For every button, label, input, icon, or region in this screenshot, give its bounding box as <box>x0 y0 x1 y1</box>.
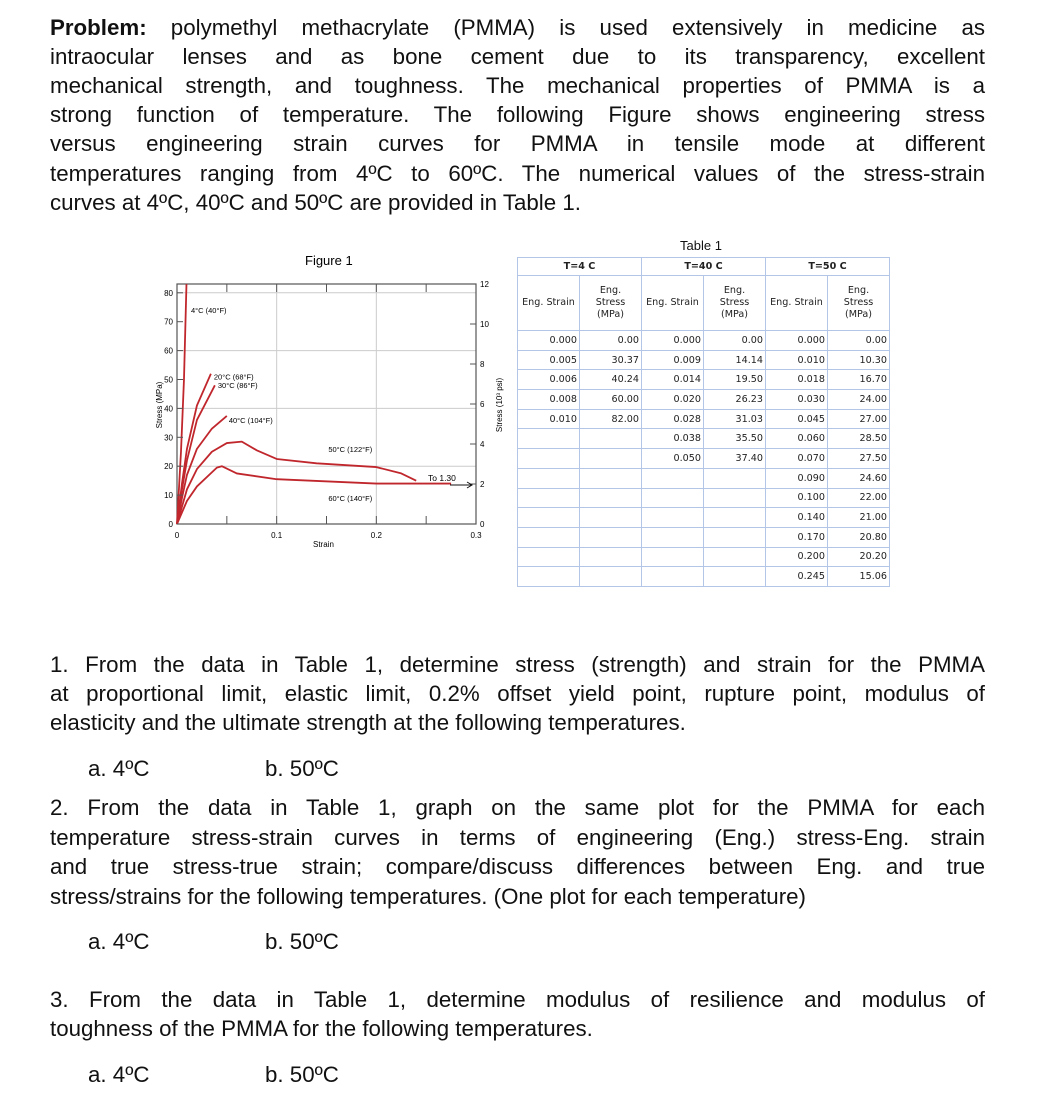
curve-label: 50°C (122°F) <box>328 444 373 454</box>
y-left-tick-label: 10 <box>164 491 173 501</box>
curve-label: 4°C (40°F) <box>190 306 227 316</box>
table-cell <box>642 567 704 587</box>
x-tick-label: 0 <box>174 531 180 540</box>
table-cell: 27.00 <box>828 409 890 429</box>
table-cell <box>642 547 704 567</box>
question-2-line: 2. From the data in Table 1, graph on the same plot for the PMMA for each <box>50 795 985 820</box>
y-left-tick-label: 0 <box>168 520 173 529</box>
table-cell: 20.20 <box>828 547 890 567</box>
question-2-option-b: b. 50ºC <box>265 929 339 954</box>
table-cell <box>518 547 580 567</box>
table-cell: 31.03 <box>704 409 766 429</box>
y-axis-left-label: Stress (MPa) <box>155 381 164 429</box>
table-cell: 0.00 <box>828 331 890 351</box>
table-cell: 0.00 <box>704 331 766 351</box>
table-cell: 82.00 <box>580 409 642 429</box>
y-right-tick-label: 10 <box>480 320 489 329</box>
table-cell: 22.00 <box>828 488 890 508</box>
table-cell <box>518 527 580 547</box>
y-right-tick-label: 12 <box>480 280 489 289</box>
col-header-stress: Eng. Stress (MPa) <box>704 276 766 331</box>
table-cell: 20.80 <box>828 527 890 547</box>
table-cell: 0.245 <box>766 567 828 587</box>
question-2-line: temperature stress-strain curves in terms of engineering (Eng.) stress-Eng. strain <box>50 825 985 850</box>
table-cell: 10.30 <box>828 350 890 370</box>
table-cell: 0.100 <box>766 488 828 508</box>
y-axis-right-label: Stress (10³ psi) <box>495 377 504 433</box>
table-cell: 0.090 <box>766 468 828 488</box>
question-1-line: elasticity and the ultimate strength at the following temperatures. <box>50 710 686 735</box>
x-tick-label: 0.1 <box>271 531 283 540</box>
table-cell: 0.028 <box>642 409 704 429</box>
question-3-option-a: a. 4ºC <box>88 1062 150 1087</box>
table-cell: 15.06 <box>828 567 890 587</box>
table-row <box>518 331 890 351</box>
intro-line: curves at 4ºC, 40ºC and 50ºC are provided in Table 1. <box>50 190 581 215</box>
table-row <box>518 527 890 547</box>
table-cell: 0.030 <box>766 390 828 410</box>
table-cell: 60.00 <box>580 390 642 410</box>
table-cell <box>580 547 642 567</box>
table-cell: 0.038 <box>642 429 704 449</box>
table-row <box>518 409 890 429</box>
table-cell: 0.005 <box>518 350 580 370</box>
figure-1-stress-strain-plot <box>150 240 510 560</box>
curve-60c <box>177 466 451 524</box>
table-cell <box>704 508 766 528</box>
y-right-tick-label: 6 <box>480 400 485 409</box>
table-cell: 24.00 <box>828 390 890 410</box>
col-header-strain: Eng. Strain <box>766 276 828 331</box>
table-1 <box>517 257 890 587</box>
table-cell <box>704 527 766 547</box>
intro-line: temperatures ranging from 4ºC to 60ºC. The numerical values of the stress-strain <box>50 161 985 186</box>
x-tick-label: 0.2 <box>370 531 382 540</box>
y-left-tick-label: 20 <box>164 462 173 472</box>
plot-frame <box>177 284 476 524</box>
table-cell: 0.200 <box>766 547 828 567</box>
table-cell: 30.37 <box>580 350 642 370</box>
table-cell: 0.070 <box>766 449 828 469</box>
table-cell <box>642 508 704 528</box>
y-right-tick-label: 4 <box>480 440 485 449</box>
table-cell: 0.010 <box>518 409 580 429</box>
table-cell: 0.000 <box>766 331 828 351</box>
table-row <box>518 429 890 449</box>
table-row <box>518 370 890 390</box>
question-2-option-a: a. 4ºC <box>88 929 150 954</box>
table-cell: 37.40 <box>704 449 766 469</box>
table-row <box>518 350 890 370</box>
table-cell <box>580 449 642 469</box>
table-cell: 21.00 <box>828 508 890 528</box>
intro-line: mechanical strength, and toughness. The mechanical properties of PMMA is a <box>50 73 985 98</box>
table-cell <box>580 468 642 488</box>
y-right-tick-label: 2 <box>480 480 485 489</box>
col-header-stress: Eng. Stress (MPa) <box>828 276 890 331</box>
table-cell <box>518 468 580 488</box>
table-cell: 0.000 <box>642 331 704 351</box>
intro-line: intraocular lenses and as bone cement due to its transparency, excellent <box>50 44 985 69</box>
table-cell: 0.010 <box>766 350 828 370</box>
group-header: T=40 C <box>642 258 766 276</box>
question-2-line: and true stress-true strain; compare/discuss differences between Eng. and true <box>50 854 985 879</box>
col-header-stress: Eng. Stress (MPa) <box>580 276 642 331</box>
table-cell: 0.008 <box>518 390 580 410</box>
x-tick-label: 0.3 <box>470 531 482 540</box>
table-cell: 0.170 <box>766 527 828 547</box>
table-cell: 0.140 <box>766 508 828 528</box>
y-left-tick-label: 50 <box>164 375 173 385</box>
question-3-line: toughness of the PMMA for the following temperatures. <box>50 1016 593 1041</box>
table-cell <box>580 429 642 449</box>
table-cell <box>642 527 704 547</box>
table-cell: 0.014 <box>642 370 704 390</box>
group-header: T=4 C <box>518 258 642 276</box>
intro-line: Problem: polymethyl methacrylate (PMMA) is used extensively in medicine as <box>50 15 985 40</box>
figure-title: Figure 1 <box>305 253 353 268</box>
table-cell <box>704 567 766 587</box>
table-cell <box>704 547 766 567</box>
question-1-line: at proportional limit, elastic limit, 0.2% offset yield point, rupture point, modulus of <box>50 681 985 706</box>
table-cell <box>518 429 580 449</box>
question-1-option-b: b. 50ºC <box>265 756 339 781</box>
table-cell <box>580 508 642 528</box>
table-row <box>518 449 890 469</box>
table-cell: 0.000 <box>518 331 580 351</box>
curve-label: 40°C (104°F) <box>228 415 273 425</box>
table-cell <box>704 468 766 488</box>
table-cell <box>704 488 766 508</box>
table-cell: 40.24 <box>580 370 642 390</box>
table-row <box>518 547 890 567</box>
table-cell: 0.018 <box>766 370 828 390</box>
table-row <box>518 508 890 528</box>
curve-label: 30°C (86°F) <box>217 381 258 391</box>
table-cell: 24.60 <box>828 468 890 488</box>
question-3-option-b: b. 50ºC <box>265 1062 339 1087</box>
question-1-option-a: a. 4ºC <box>88 756 150 781</box>
table-cell: 0.006 <box>518 370 580 390</box>
table-cell: 16.70 <box>828 370 890 390</box>
table-cell <box>518 508 580 528</box>
y-left-tick-label: 30 <box>164 433 173 443</box>
table-cell: 26.23 <box>704 390 766 410</box>
table-cell <box>518 488 580 508</box>
table-cell <box>642 468 704 488</box>
col-header-strain: Eng. Strain <box>518 276 580 331</box>
intro-line: strong function of temperature. The following Figure shows engineering stress <box>50 102 985 127</box>
table-row <box>518 468 890 488</box>
y-right-tick-label: 0 <box>480 520 485 529</box>
question-3-line: 3. From the data in Table 1, determine modulus of resilience and modulus of <box>50 987 985 1012</box>
table-cell: 14.14 <box>704 350 766 370</box>
table-row <box>518 567 890 587</box>
group-header: T=50 C <box>766 258 890 276</box>
y-left-tick-label: 80 <box>164 288 173 298</box>
table-cell: 0.020 <box>642 390 704 410</box>
problem-label: Problem: <box>50 15 147 40</box>
question-2-line: stress/strains for the following temperatures. (One plot for each temperature) <box>50 884 806 909</box>
table-cell <box>580 488 642 508</box>
x-axis-label: Strain <box>313 540 334 549</box>
table-cell: 0.009 <box>642 350 704 370</box>
table-cell: 0.060 <box>766 429 828 449</box>
annotation-to-1-30: To 1.30 <box>428 473 456 483</box>
table-cell <box>642 488 704 508</box>
table-cell: 19.50 <box>704 370 766 390</box>
table-cell: 0.00 <box>580 331 642 351</box>
table-cell: 0.045 <box>766 409 828 429</box>
curve-label: 20°C (68°F) <box>213 372 254 382</box>
table-cell: 0.050 <box>642 449 704 469</box>
curve-label: 60°C (140°F) <box>328 493 373 503</box>
y-right-tick-label: 8 <box>480 360 485 369</box>
table-row <box>518 488 890 508</box>
y-left-tick-label: 70 <box>164 317 173 327</box>
table-cell: 27.50 <box>828 449 890 469</box>
intro-line: versus engineering strain curves for PMMA in tensile mode at different <box>50 131 985 156</box>
table-cell <box>518 567 580 587</box>
table-row <box>518 390 890 410</box>
y-left-tick-label: 60 <box>164 346 173 356</box>
table-cell: 35.50 <box>704 429 766 449</box>
table-cell <box>580 567 642 587</box>
table-cell <box>518 449 580 469</box>
table-cell <box>580 527 642 547</box>
question-1-line: 1. From the data in Table 1, determine stress (strength) and strain for the PMMA <box>50 652 985 677</box>
col-header-strain: Eng. Strain <box>642 276 704 331</box>
table-cell: 28.50 <box>828 429 890 449</box>
y-left-tick-label: 40 <box>164 404 173 414</box>
table-title: Table 1 <box>680 238 722 253</box>
